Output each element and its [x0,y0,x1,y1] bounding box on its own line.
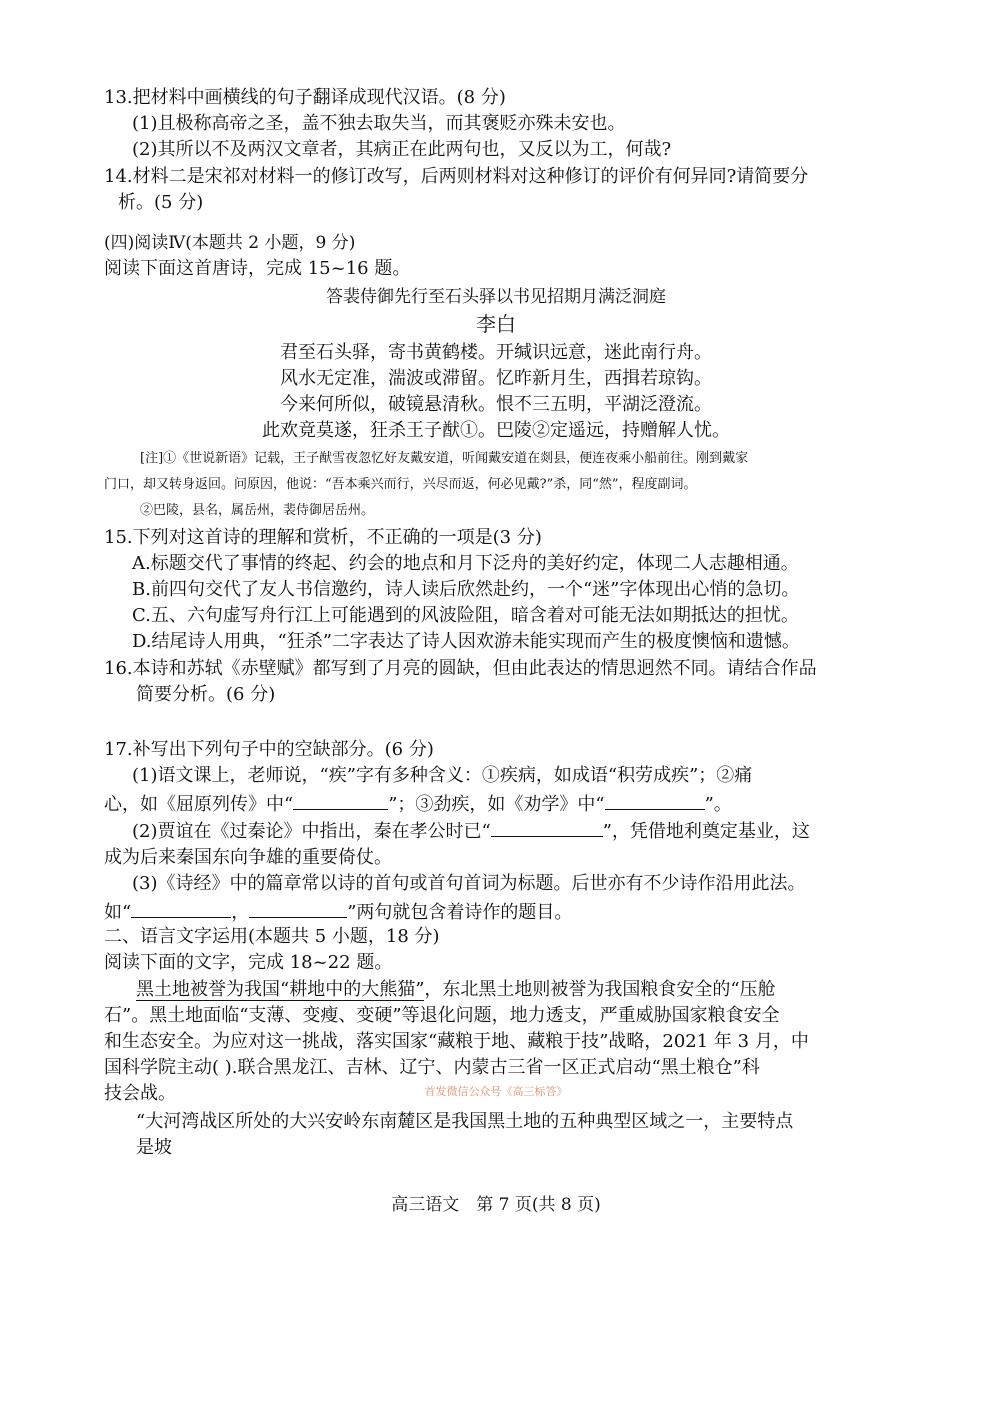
q15-option-c: C.五、六句虚写舟行江上可能遇到的风波险阻，暗含着对可能无法如期抵达的担忧。 [132,605,799,626]
underlined-sentence: 黑土地被誉为我国“耕地中的大熊猫” [136,979,425,1000]
passage-line-6: “大河湾战区所处的大兴安岭东南麓区是我国黑土地的五种典型区域之一，主要特点 [136,1111,794,1132]
q13-sentence-1: (1)且极称高帝之圣，盖不独去取失当，而其褒贬亦殊未安也。 [132,113,626,134]
q17-item2-line1 [132,818,810,845]
q15-option-a: A.标题交代了事情的终起、约会的地点和月下泛舟的美好约定，体现二人志趣相通。 [132,553,799,574]
passage-line-5: 技会战。 [104,1083,176,1104]
q16-line-1: 16.本诗和苏轼《赤壁赋》都写到了月亮的圆缺，但由此表达的情思迥然不同。请结合作品 [104,658,817,679]
q13-sentence-2: (2)其所以不及两汉文章者，其病正在此两句也，又反以为工，何哉? [132,139,672,160]
passage-line-1-rest: ，东北黑土地则被誉为我国粮食安全的“压舱 [424,979,776,1000]
q17-item2-text-a: (2)贾谊在《过秦论》中指出，秦在孝公时已“ [132,821,491,842]
poem-note-1b: 门口，却又转身返回。问原因，他说：“吾本乘兴而行，兴尽而返，何必见戴?”杀，同“然”，程度副词。 [104,477,697,492]
blank-4[interactable] [131,899,231,918]
q17-item1-text-c: ”。 [704,794,732,815]
q17-item1-text-b: ”；③劲疾，如《劝学》中“ [388,794,605,815]
q17-item1-line2 [104,791,732,818]
q15-stem: 15.下列对这首诗的理解和赏析，不正确的一项是(3 分) [104,527,542,548]
q14-line-2: 析。(5 分) [118,192,204,213]
blank-2[interactable] [605,791,705,810]
poem-line-2: 风水无定准，湍波或滞留。忆昨新月生，西揖若琼钩。 [280,368,712,389]
blank-5[interactable] [249,899,347,918]
q13-stem: 13.把材料中画横线的句子翻译成现代汉语。(8 分) [104,87,506,108]
q17-item2-line2: 成为后来秦国东向争雄的重要倚仗。 [104,847,392,868]
q17-item3-text-b: ， [231,902,250,923]
poem-title: 答裴侍御先行至石头驿以书见招期月满泛洞庭 [326,287,666,307]
poem-line-1: 君至石头驿，寄书黄鹤楼。开缄识远意，迷此南行舟。 [280,342,712,363]
part2-instruction: 阅读下面的文字，完成 18~22 题。 [104,952,393,973]
poem-note-1a: [注]①《世说新语》记载，王子猷雪夜忽忆好友戴安道，听闻戴安道在剡县，便连夜乘小船前往。刚到戴家 [140,451,749,466]
q15-option-b: B.前四句交代了友人书信邀约，诗人读后欣然赴约，一个“迷”字体现出心悄的急切。 [132,579,800,600]
poem-note-2: ②巴陵，县名，属岳州，裴侍御居岳州。 [140,503,375,518]
q17-item1-line1: (1)语文课上，老师说，“疾”字有多种含义：①疾病，如成语“积劳成疾”；②痛 [132,765,753,786]
blank-1[interactable] [293,791,388,810]
q17-item1-text-a: 心，如《屈原列传》中“ [104,794,294,815]
q17-item2-text-b: ”，凭借地利奠定基业，这 [602,821,810,842]
page-footer: 高三语文 第 7 页(共 8 页) [391,1195,601,1215]
section4-heading: (四)阅读Ⅳ(本题共 2 小题，9 分) [104,233,356,253]
q16-line-2: 简要分析。(6 分) [136,684,276,705]
q17-item3-text-c: ”两句就包含着诗作的题目。 [347,902,573,923]
passage-line-2: 石”。黑土地面临“支薄、变瘦、变硬”等退化问题，地力透支，严重威胁国家粮食安全 [104,1005,780,1026]
passage-line-1 [136,977,776,1003]
passage-line-3: 和生态安全。为应对这一挑战，落实国家“藏粮于地、藏粮于技”战略，2021 年 3 月，中 [104,1031,809,1052]
passage-line-7: 是坡 [136,1137,172,1158]
q17-item3-text-a: 如“ [104,902,132,923]
poem-author: 李白 [476,312,516,336]
blank-3[interactable] [491,818,603,837]
passage-line-4: 国科学院主动( ).联合黑龙江、吉林、辽宁、内蒙古三省一区正式启动“黑土粮仓”科 [104,1057,760,1078]
section4-instruction: 阅读下面这首唐诗，完成 15~16 题。 [104,258,411,279]
q17-item3-line2 [104,899,572,926]
q15-option-d: D.结尾诗人用典，“狂杀”二字表达了诗人因欢游未能实现而产生的极度懊恼和遗憾。 [132,631,800,652]
part2-heading: 二、语言文字运用(本题共 5 小题，18 分) [104,926,440,947]
poem-line-4: 此欢竟莫遂，狂杀王子猷①。巴陵②定遥远，持赠解人忧。 [262,420,730,441]
q17-stem: 17.补写出下列句子中的空缺部分。(6 分) [104,739,434,760]
poem-line-3: 今来何所似，破镜悬清秋。恨不三五明，平湖泛澄流。 [280,394,712,415]
watermark: 首发微信公众号《高三标答》 [424,1085,568,1098]
q17-item3-line1: (3)《诗经》中的篇章常以诗的首句或首句首词为标题。后世亦有不少诗作沿用此法。 [132,873,806,894]
q14-line-1: 14.材料二是宋祁对材料一的修订改写，后两则材料对这种修订的评价有何异同?请简要分 [104,166,809,187]
